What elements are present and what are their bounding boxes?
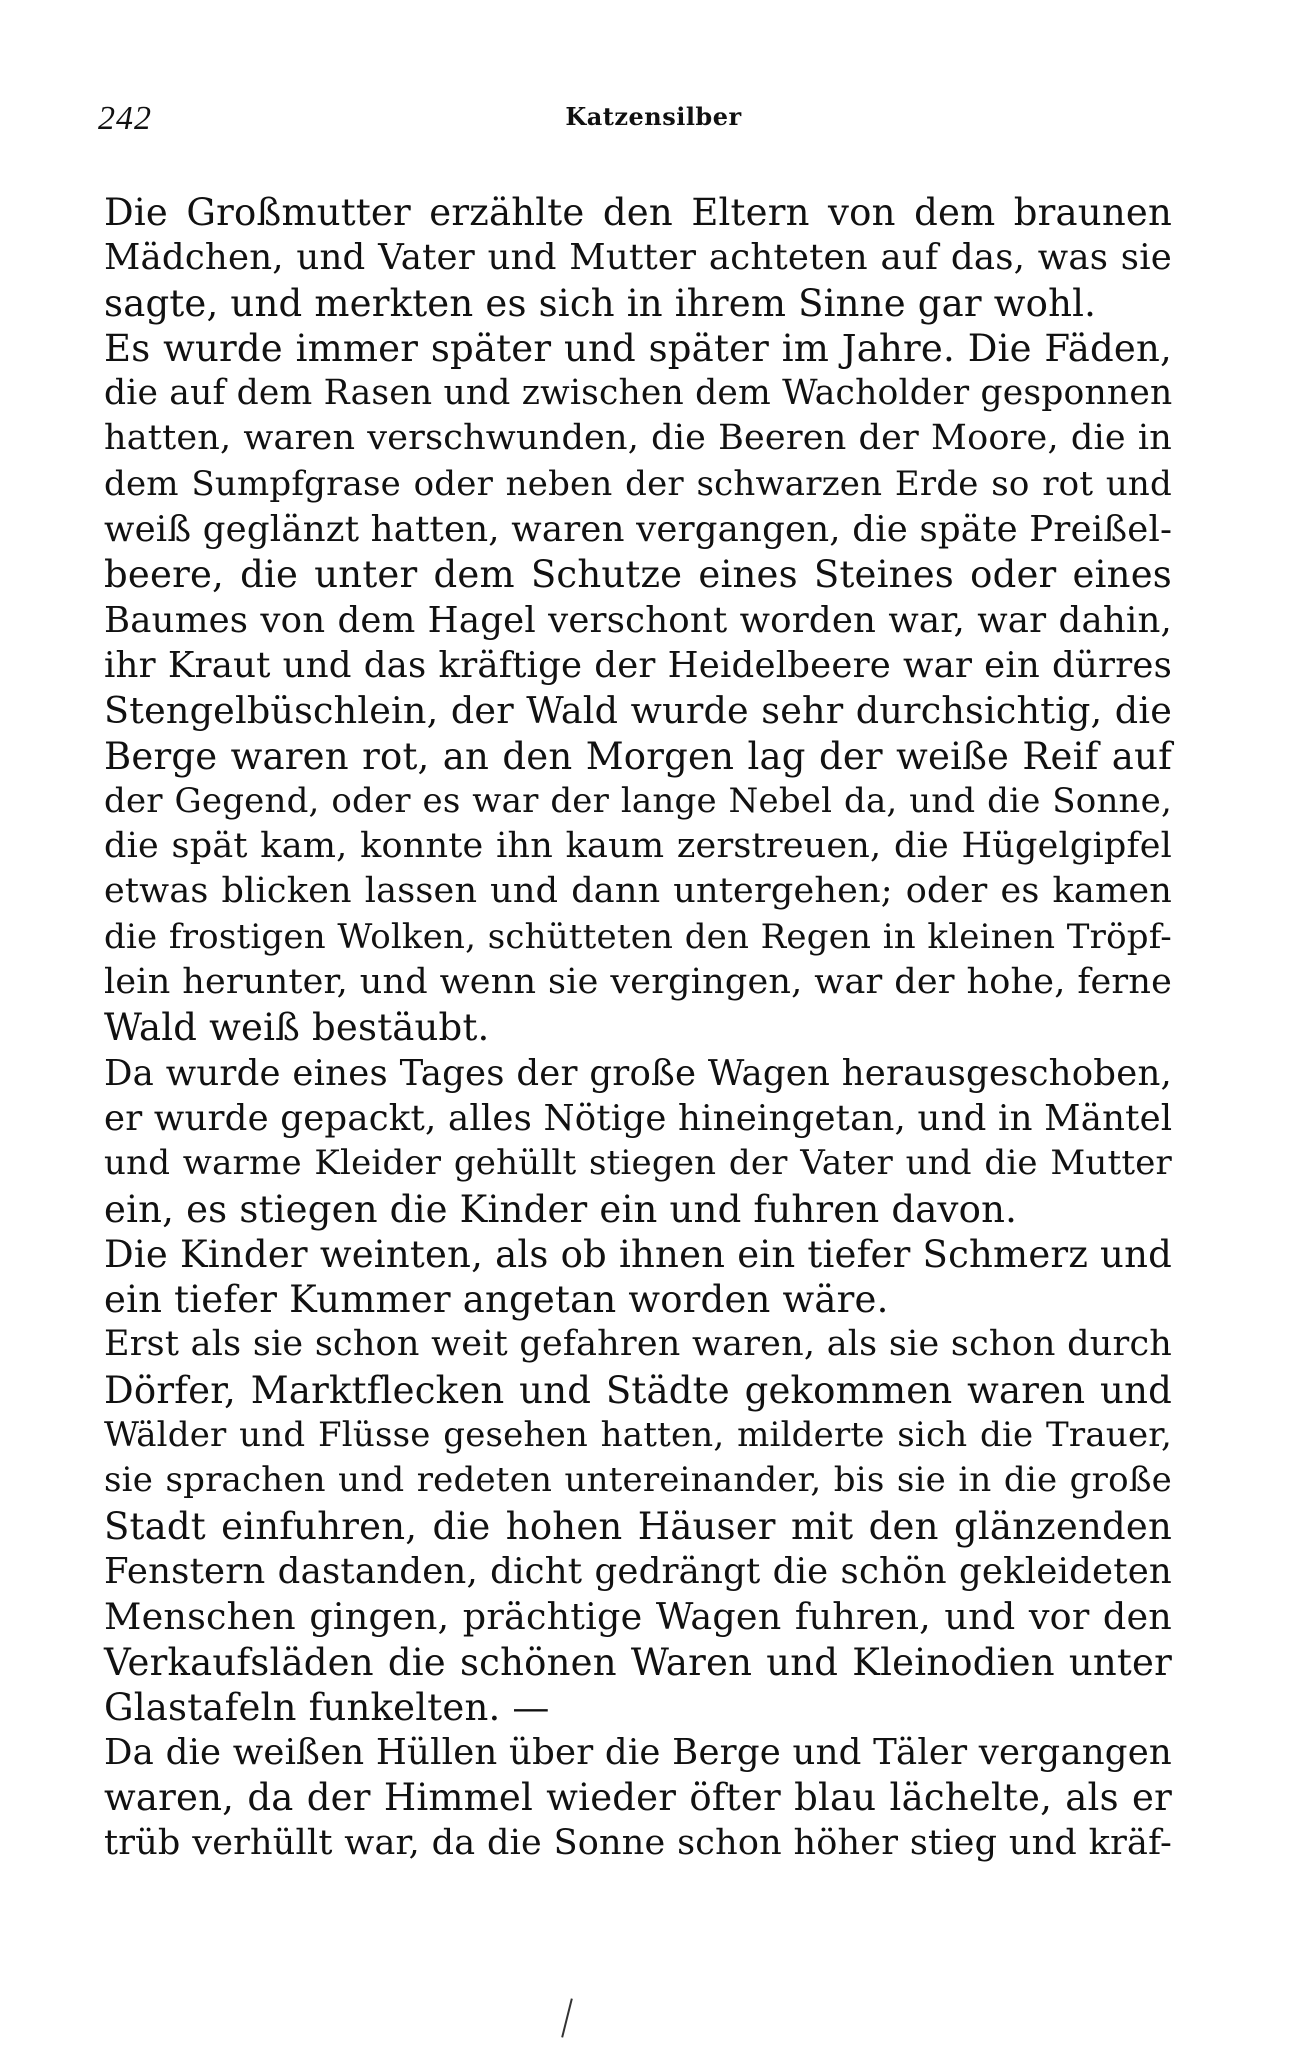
text-line: Die Kinder weinten, als ob ihnen ein tiefer Schmerz und xyxy=(104,1232,1172,1276)
text-line: hatten, waren verschwunden, die Beeren der Moore, die in xyxy=(104,418,1172,459)
text-line: er wurde gepackt, alles Nötige hineingetan, und in Mäntel xyxy=(104,1097,1173,1139)
text-line: Berge waren rot, an den Morgen lag der weiße Reif auf xyxy=(104,734,1172,778)
text-line: Stengelbüschlein, der Wald wurde sehr durchsichtig, die xyxy=(104,689,1172,733)
text-line: waren, da der Himmel wieder öfter blau lächelte, als er xyxy=(104,1776,1172,1820)
text-line: etwas blicken lassen und dann untergehen; oder es kamen xyxy=(104,871,1172,912)
page-number: 242 xyxy=(98,100,152,137)
text-line: Wald weiß bestäubt. xyxy=(104,1006,490,1050)
text-line: Stadt einfuhren, die hohen Häuser mit den glänzenden xyxy=(104,1504,1172,1548)
text-line: dem Sumpfgrase oder neben der schwarzen Erde so rot und xyxy=(104,463,1172,504)
text-line: Wälder und Flüsse gesehen hatten, milderte sich die Trauer, xyxy=(104,1415,1172,1456)
text-line: Menschen gingen, prächtige Wagen fuhren, und vor den xyxy=(104,1595,1172,1639)
text-line: ihr Kraut und das kräftige der Heidelbeere war ein dürres xyxy=(104,644,1172,686)
text-line: Da wurde eines Tages der große Wagen herausgeschoben, xyxy=(104,1052,1172,1094)
text-line: Glastafeln funkelten. — xyxy=(104,1685,550,1729)
text-line: Baumes von dem Hagel verschont worden war, war dahin, xyxy=(104,599,1172,641)
text-line: sagte, und merkten es sich in ihrem Sinne gar wohl. xyxy=(104,281,1097,325)
text-line: weiß geglänzt hatten, waren vergangen, die späte Preißel- xyxy=(104,509,1173,551)
text-line: und warme Kleider gehüllt stiegen der Vater und die Mutter xyxy=(104,1143,1172,1184)
text-line: der Gegend, oder es war der lange Nebel da, und die Sonne, xyxy=(104,780,1172,821)
text-line: Dörfer, Marktflecken und Städte gekommen waren und xyxy=(104,1368,1172,1412)
text-line: die auf dem Rasen und zwischen dem Wacholder gesponnen xyxy=(104,373,1173,414)
text-line: ein, es stiegen die Kinder ein und fuhren davon. xyxy=(104,1187,1018,1231)
pencil-mark xyxy=(561,1998,573,2037)
body-text xyxy=(104,190,1172,1866)
text-line: Fenstern dastanden, dicht gedrängt die schön gekleideten xyxy=(104,1550,1172,1592)
text-line: Mädchen, und Vater und Mutter achteten auf das, was sie xyxy=(104,237,1172,279)
text-line: trüb verhüllt war, da die Sonne schon höher stieg und kräf- xyxy=(104,1822,1172,1863)
running-title: Katzensilber xyxy=(565,102,742,131)
text-line: lein herunter, und wenn sie vergingen, war der hohe, ferne xyxy=(104,962,1172,1003)
text-line: Erst als sie schon weit gefahren waren, als sie schon durch xyxy=(104,1324,1172,1365)
text-line: ein tiefer Kummer angetan worden wäre. xyxy=(104,1278,889,1322)
text-line: Die Großmutter erzählte den Eltern von dem braunen xyxy=(104,191,1172,234)
text-line: die frostigen Wolken, schütteten den Regen in kleinen Tröpf- xyxy=(104,916,1172,957)
text-line: Es wurde immer später und später im Jahre. Die Fäden, xyxy=(104,326,1172,370)
text-line: die spät kam, konnte ihn kaum zerstreuen, die Hügelgipfel xyxy=(104,826,1172,867)
text-line: Verkaufsläden die schönen Waren und Kleinodien unter xyxy=(104,1640,1172,1684)
text-line: sie sprachen und redeten untereinander, bis sie in die große xyxy=(104,1460,1172,1501)
text-line: beere, die unter dem Schutze eines Steines oder eines xyxy=(104,553,1172,597)
text-line: Da die weißen Hüllen über die Berge und Täler vergangen xyxy=(104,1732,1172,1774)
